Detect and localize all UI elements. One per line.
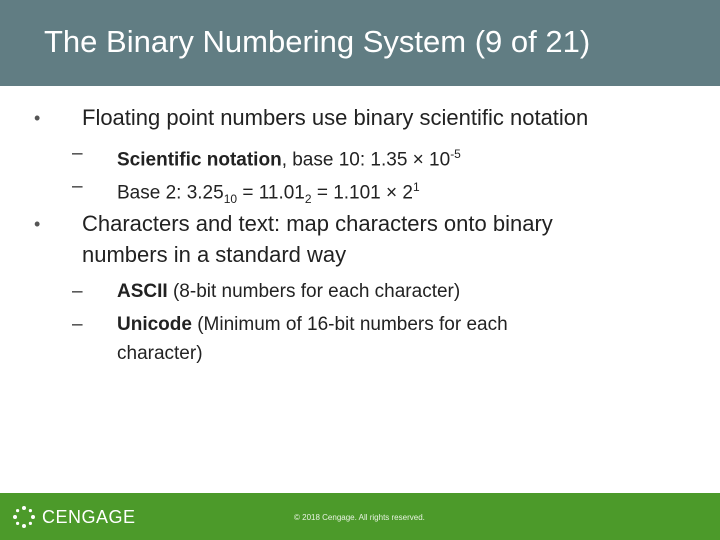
copyright-text: © 2018 Cengage. All rights reserved. [294, 513, 425, 522]
slide-header [0, 0, 720, 86]
sub-bullet-marker: – [72, 143, 83, 164]
footer-band [0, 493, 720, 540]
slide-title: The Binary Numbering System (9 of 21) [44, 24, 591, 59]
bullet-marker: • [34, 108, 41, 128]
cengage-logo-icon [12, 505, 36, 529]
sub-bullet-marker: – [72, 314, 83, 335]
sub-bullet-marker: – [72, 176, 83, 197]
brand-name: CENGAGE [42, 506, 136, 527]
sub-bullet-text-line2: character) [117, 343, 203, 364]
bullet-text: Floating point numbers use binary scientific notation [82, 105, 589, 130]
bullet-marker: • [34, 214, 41, 234]
sub-bullet-text: Scientific notation, base 10: $1.35 \times 10^{-5}$ [117, 147, 461, 171]
cengage-logo [12, 505, 136, 529]
bullet-text-line2: numbers in a standard way [82, 242, 347, 267]
sub-bullet-text: ASCII (8-bit numbers for each character) [117, 281, 461, 302]
sub-bullet-text: Unicode (Minimum of 16-bit numbers for each [117, 314, 508, 335]
bullet-text-line1: Characters and text: map characters onto binary [82, 211, 553, 236]
sub-bullet-text: Base 2: $3.25_{10} = 11.01_2 = 1.101 \times 2^1$ [117, 180, 420, 207]
sub-bullet-marker: – [72, 281, 83, 302]
